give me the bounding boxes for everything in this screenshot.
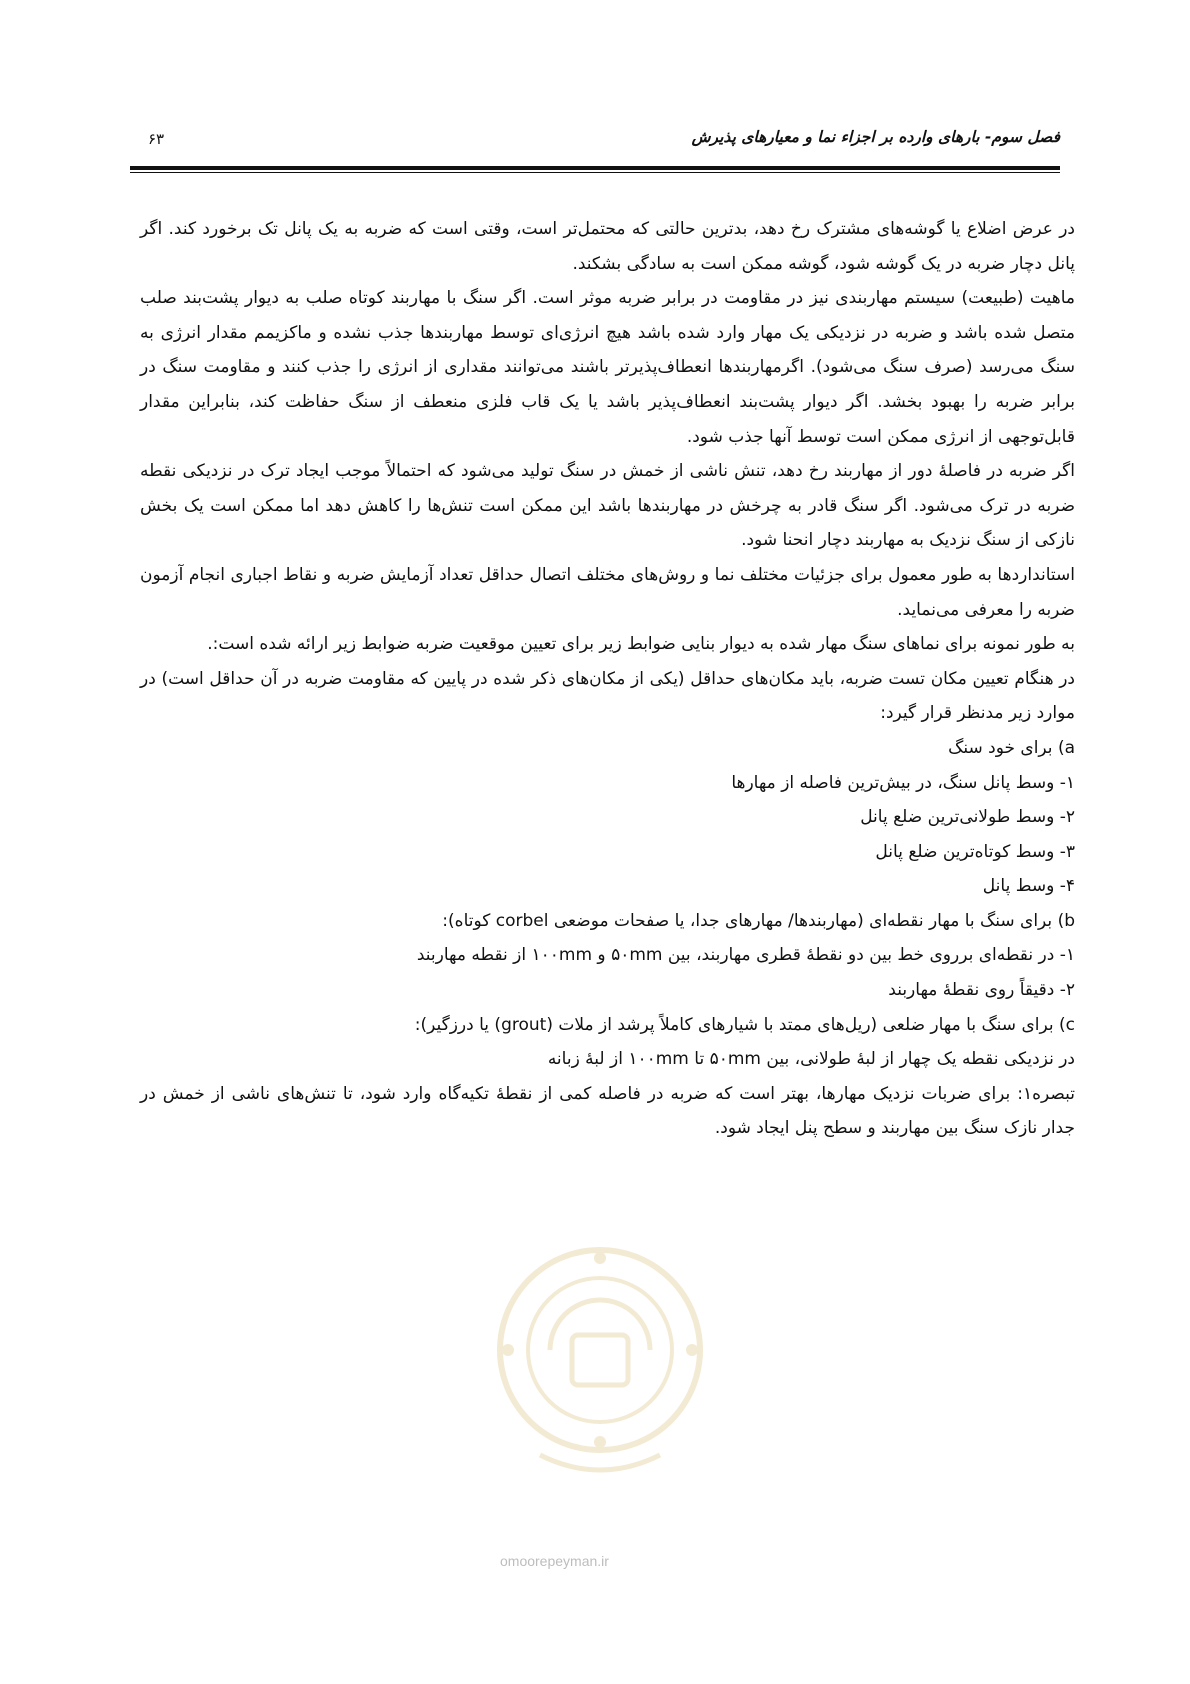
list-item: ۳- وسط کوتاه‌ترین ضلع پانل <box>875 841 1075 862</box>
paragraph: ماهیت (طبیعت) سیستم مهاربندی نیز در مقاومت در برابر ضربه موثر است. اگر سنگ با مهاربند کوتاه صلب به دیوار پشت‌بند صلب متصل شده باشد و ضربه در نزدیکی یک مهار وارد شده باشد هیچ انرژی‌ای توسط مهاربندها جذب نشده و ماکزیمم مقدار انرژی به سنگ می‌رسد (صرف سنگ می‌شود). اگرمهاربندها انعطاف‌پذیرتر باشند می‌توانند مقداری از انرژی را جذب کنند و مقاومت سنگ در برابر ضربه را بهبود بخشد. اگر دیوار پشت‌بند انعطاف‌پذیر باشد یا یک قاب فلزی منعطف از سنگ حفاظت کند، بنابراین مقدار قابل‌توجهی از انرژی ممکن است توسط آنها جذب شود. <box>140 288 1075 447</box>
page-header <box>130 128 1060 168</box>
paragraph: اگر ضربه در فاصلهٔ دور از مهاربند رخ دهد، تنش ناشی از خمش در سنگ تولید می‌شود که احتمالاً موجب ایجاد ترک در نزدیکی نقطه ضربه در ترک می‌شود. اگر سنگ قادر به چرخش در مهاربندها باشد این ممکن است تنش‌ها را کاهش دهد اما ممکن است یک بخش نازکی از سنگ نزدیک به مهاربند دچار انحنا شود. <box>140 461 1075 551</box>
list-item: ۱- وسط پانل سنگ، در بیش‌ترین فاصله از مهارها <box>731 772 1075 793</box>
header-rule-thick <box>130 166 1060 170</box>
chapter-title: فصل سوم- بارهای وارده بر اجزاء نما و معیارهای پذیرش <box>691 128 1060 146</box>
paragraph: در هنگام تعیین مکان تست ضربه، باید مکان‌های حداقل (یکی از مکان‌های ذکر شده در پایین که مقاومت ضربه در آن حداقل است) در موارد زیر مدنظر قرار گیرد: <box>140 668 1075 724</box>
paragraph: در عرض اضلاع یا گوشه‌های مشترک رخ دهد، بدترین حالتی که محتمل‌تر است، وقتی است که ضربه به یک پانل تک برخورد کند. اگر پانل دچار ضربه در یک گوشه شود، گوشه ممکن است به سادگی بشکند. <box>140 219 1075 274</box>
page-number: ۶۳ <box>148 130 165 148</box>
watermark-seal-icon <box>480 1240 720 1510</box>
list-item: ۲- وسط طولانی‌ترین ضلع پانل <box>860 807 1075 828</box>
list-heading-c: c) برای سنگ با مهار ضلعی (ریل‌های ممتد با شیارهای کاملاً پرشد از ملات (grout) یا درزگیر): <box>414 1014 1075 1035</box>
list-heading-a: a) برای خود سنگ <box>948 737 1075 758</box>
document-body <box>140 212 1075 1146</box>
list-heading-b: b) برای سنگ با مهار نقطه‌ای (مهاربندها/ مهارهای جدا، یا صفحات موضعی corbel کوتاه): <box>442 910 1075 931</box>
list-item: ۱- در نقطه‌ای برروی خط بین دو نقطهٔ قطری مهاربند، بین ۵۰mm و ۱۰۰mm از نقطه مهاربند <box>416 945 1075 966</box>
list-item: ۴- وسط پانل <box>982 876 1075 897</box>
note-paragraph: تبصره۱: برای ضربات نزدیک مهارها، بهتر است که ضربه در فاصله کمی از نقطهٔ تکیه‌گاه وارد شود، تا تنش‌های ناشی از خمش در جدار نازک سنگ بین مهاربند و سطح پنل ایجاد شود. <box>140 1083 1075 1139</box>
list-item: در نزدیکی نقطه یک چهار از لبهٔ طولانی، بین ۵۰mm تا ۱۰۰mm از لبهٔ زبانه <box>547 1049 1075 1070</box>
list-item: ۲- دقیقاً روی نقطهٔ مهاربند <box>888 980 1075 1001</box>
header-rule-thin <box>130 172 1060 173</box>
paragraph: به طور نمونه برای نماهای سنگ مهار شده به دیوار بنایی ضوابط زیر برای تعیین موقعیت ضربه ضوابط زیر ارائه شده است:. <box>207 634 1075 655</box>
paragraph: استانداردها به طور معمول برای جزئیات مختلف نما و روش‌های مختلف اتصال حداقل تعداد آزمایش ضربه و نقاط اجباری انجام آزمون ضربه را معرفی می‌نماید. <box>140 564 1075 620</box>
watermark-url: omoorepeyman.ir <box>500 1553 609 1569</box>
